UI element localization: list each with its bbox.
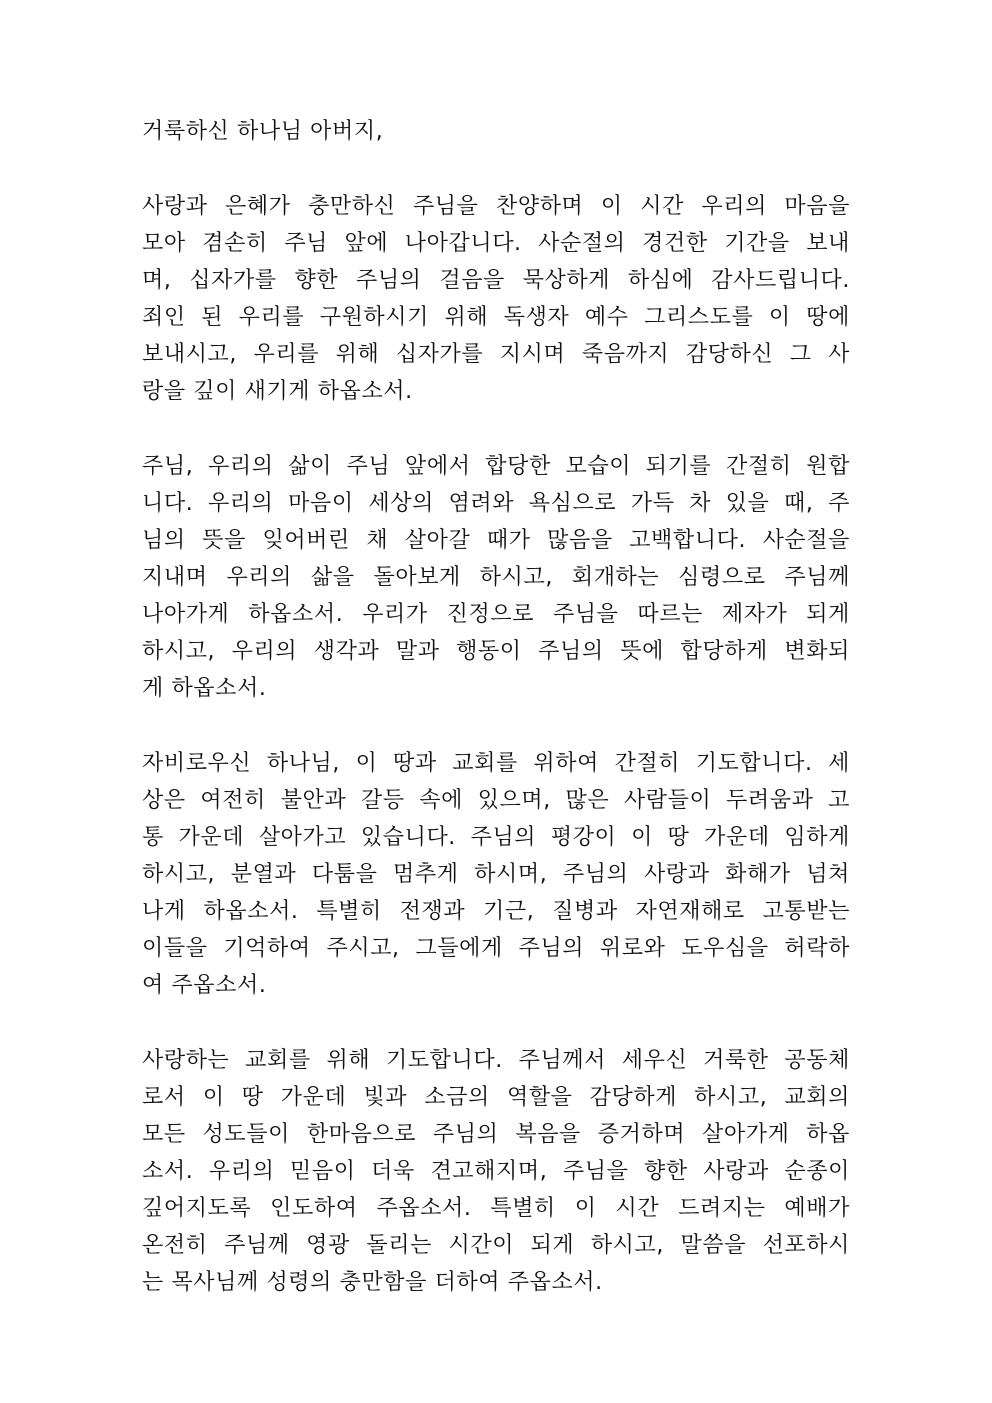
paragraph-3 (142, 745, 850, 1004)
paragraph-line: 자비로우신 하나님, 이 땅과 교회를 위하여 간절히 기도합니다. 세 (142, 751, 850, 776)
paragraph-line: 보내시고, 우리를 위해 십자가를 지시며 죽음까지 감당하신 그 사 (142, 342, 850, 367)
paragraph-line: 온전히 주님께 영광 돌리는 시간이 되게 하시고, 말씀을 선포하시 (142, 1233, 850, 1258)
paragraph-line: 게 하옵소서. (142, 676, 267, 701)
paragraph-line: 니다. 우리의 마음이 세상의 염려와 욕심으로 가득 차 있을 때, 주 (142, 491, 850, 516)
salutation: 거룩하신 하나님 아버지, (142, 119, 384, 144)
paragraph-line: 며, 십자가를 향한 주님의 걸음을 묵상하게 하심에 감사드립니다. (142, 268, 850, 293)
paragraph-line: 상은 여전히 불안과 갈등 속에 있으며, 많은 사람들이 두려움과 고 (142, 788, 850, 813)
paragraph-line: 통 가운데 살아가고 있습니다. 주님의 평강이 이 땅 가운데 임하게 (142, 825, 850, 850)
paragraph-line: 하시고, 분열과 다툼을 멈추게 하시며, 주님의 사랑과 화해가 넘쳐 (142, 862, 850, 887)
paragraph-line: 는 목사님께 성령의 충만함을 더하여 주옵소서. (142, 1270, 603, 1295)
paragraph-line: 지내며 우리의 삶을 돌아보게 하시고, 회개하는 심령으로 주님께 (142, 565, 850, 590)
paragraph-line: 하시고, 우리의 생각과 말과 행동이 주님의 뜻에 합당하게 변화되 (142, 639, 850, 664)
paragraph-line: 여 주옵소서. (142, 973, 267, 998)
paragraph-line: 모든 성도들이 한마음으로 주님의 복음을 증거하며 살아가게 하옵 (142, 1122, 850, 1147)
paragraph-line: 소서. 우리의 믿음이 더욱 견고해지며, 주님을 향한 사랑과 순종이 (142, 1159, 850, 1184)
paragraph-line: 사랑과 은혜가 충만하신 주님을 찬양하며 이 시간 우리의 마음을 (142, 194, 850, 219)
paragraph-4 (142, 1042, 850, 1301)
paragraph-line: 깊어지도록 인도하여 주옵소서. 특별히 이 시간 드려지는 예배가 (142, 1196, 850, 1221)
paragraph-line: 사랑하는 교회를 위해 기도합니다. 주님께서 세우신 거룩한 공동체 (142, 1048, 850, 1073)
paragraph-line: 나게 하옵소서. 특별히 전쟁과 기근, 질병과 자연재해로 고통받는 (142, 899, 850, 924)
paragraph-1 (142, 188, 850, 410)
prayer-text (142, 113, 850, 1339)
paragraph-line: 죄인 된 우리를 구원하시기 위해 독생자 예수 그리스도를 이 땅에 (142, 305, 850, 330)
paragraph-line: 로서 이 땅 가운데 빛과 소금의 역할을 감당하게 하시고, 교회의 (142, 1085, 850, 1110)
paragraph-line: 님의 뜻을 잊어버린 채 살아갈 때가 많음을 고백합니다. 사순절을 (142, 528, 850, 553)
paragraph-line: 주님, 우리의 삶이 주님 앞에서 합당한 모습이 되기를 간절히 원합 (142, 454, 850, 479)
paragraph-line: 모아 겸손히 주님 앞에 나아갑니다. 사순절의 경건한 기간을 보내 (142, 231, 850, 256)
paragraph-line: 랑을 깊이 새기게 하옵소서. (142, 379, 413, 404)
paragraph-line: 이들을 기억하여 주시고, 그들에게 주님의 위로와 도우심을 허락하 (142, 936, 850, 961)
paragraph-2 (142, 448, 850, 707)
paragraph-line: 나아가게 하옵소서. 우리가 진정으로 주님을 따르는 제자가 되게 (142, 602, 850, 627)
